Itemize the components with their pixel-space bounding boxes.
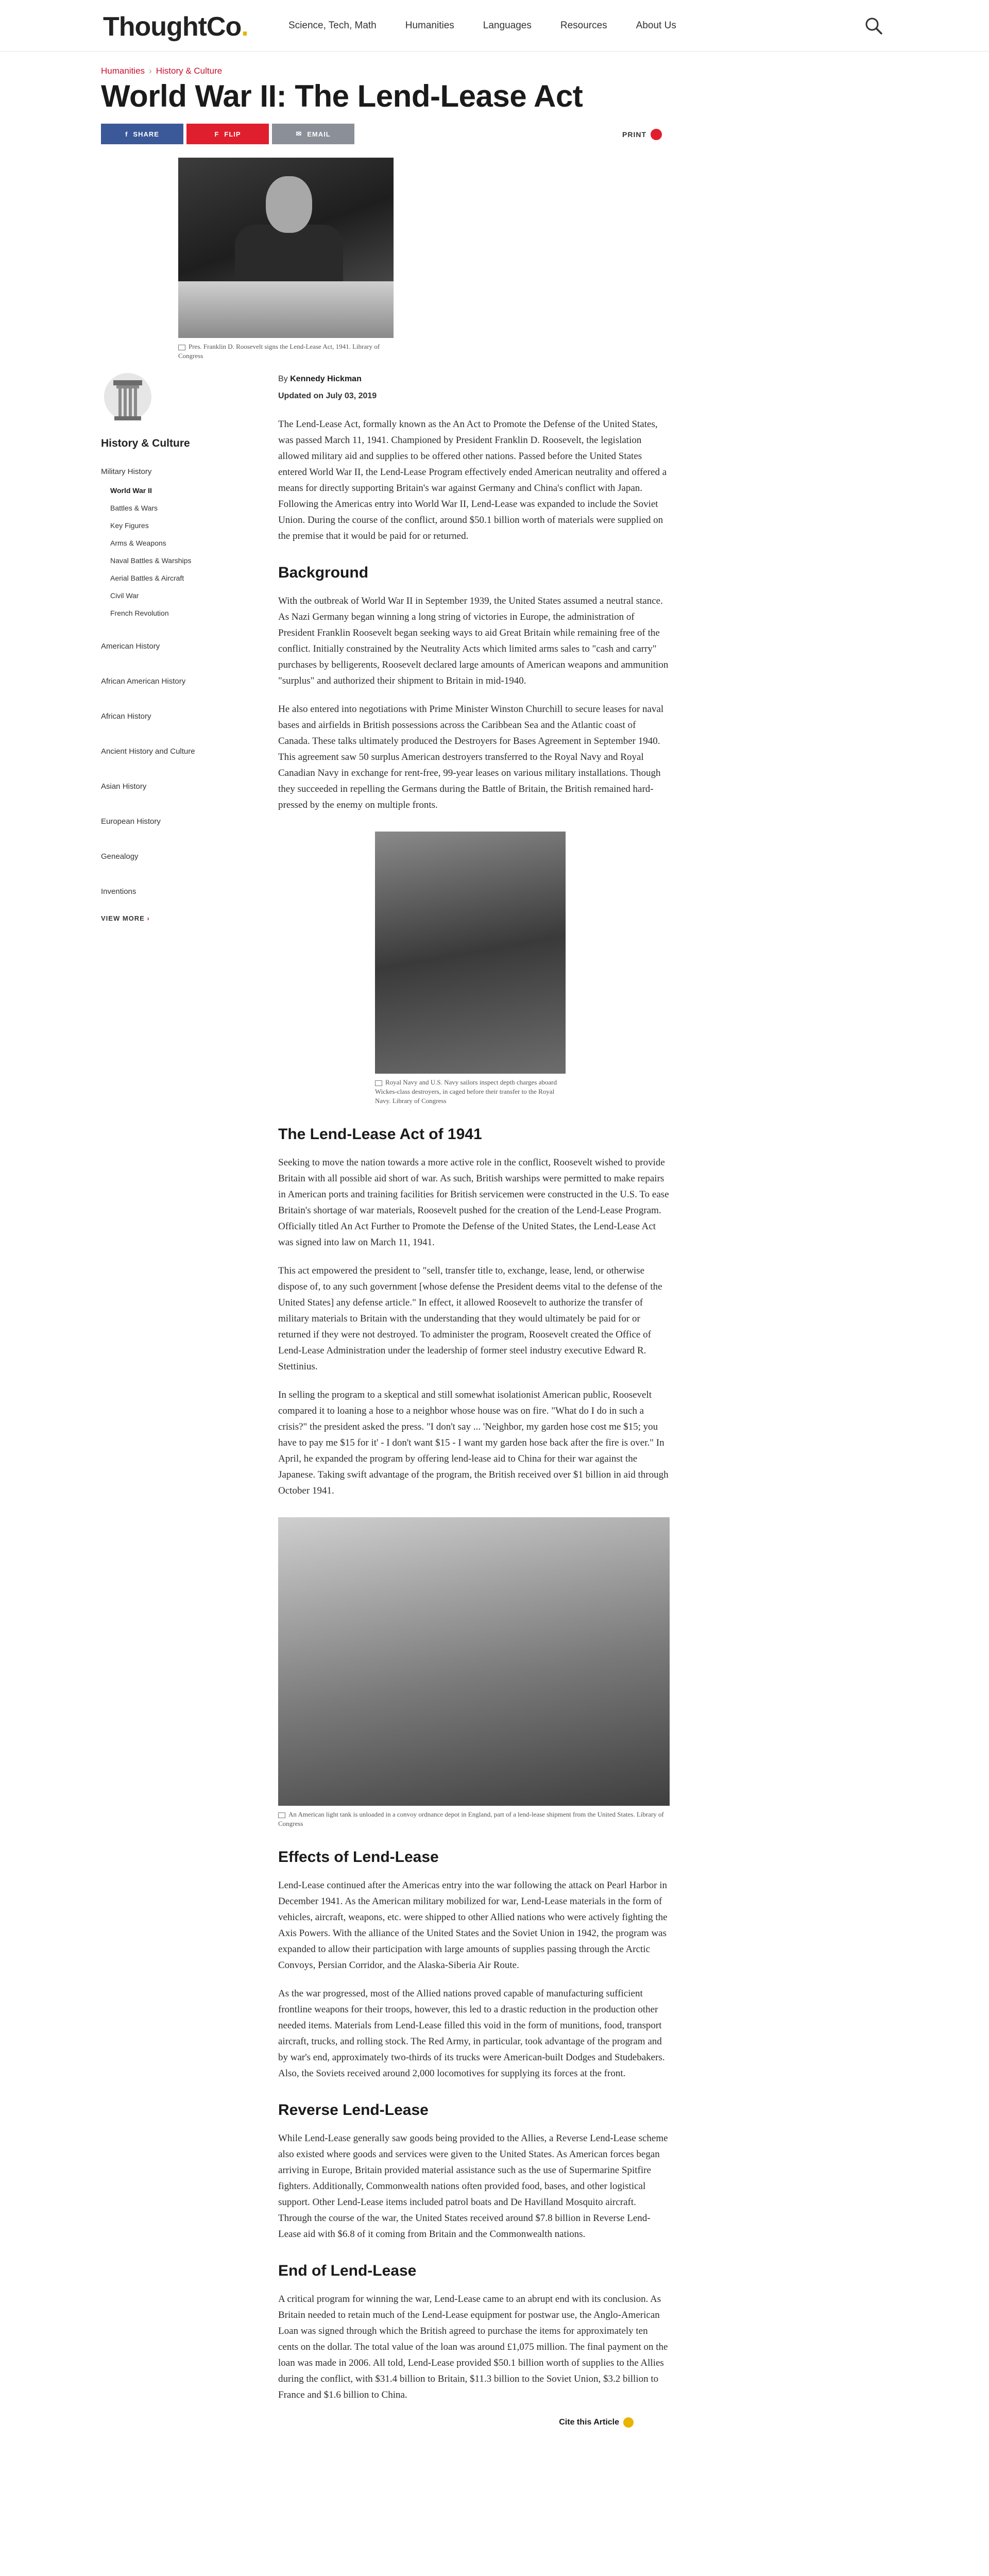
tank-photo[interactable] — [278, 1517, 670, 1806]
column-icon — [103, 371, 152, 428]
author-link[interactable]: Kennedy Hickman — [290, 375, 362, 383]
byline: By Kennedy Hickman — [278, 375, 362, 383]
sidebar-item[interactable]: African History — [101, 712, 151, 721]
camera-icon — [278, 1812, 285, 1818]
view-more-link[interactable]: VIEW MORE › — [101, 914, 150, 922]
print-label: PRINT — [622, 130, 646, 139]
article-paragraph: While Lend-Lease generally saw goods being provided to the Allies, a Reverse Lend-Lease scheme also existed where goods and services were given to the United States. As American forces began arriving in Europe, Britain provided material assistance such as the use of Supermarine Spitfire fighters. Additionally, Commonwealth nations often provided food, bases, and other logistical support. Other Lend-Lease items included patrol boats and De Havilland Mosquito aircraft. Through the course of the war, the United States received around $7.8 billion in Reverse Lend-Lease aid with $6.8 of it coming from Britain and the Commonwealth nations. — [278, 2133, 668, 2240]
search-icon[interactable] — [863, 15, 884, 36]
nav-item[interactable]: About Us — [636, 20, 676, 31]
intro-paragraph: The Lend-Lease Act, formally known as the An Act to Promote the Defense of the United States, was passed March 11, 1941. Championed by President Franklin D. Roosevelt, the legislation allowed military aid and supplies to be offered other nations. Passed before the United States entered World War II, the Lend-Lease Program effectively ended American neutrality and offered a means for directly supporting Britain's war against Germany and China's conflict with Japan. Following the Americas entry into World War II, Lend-Lease was expanded to include the Soviet Union. During the course of the conflict, around $50.1 billion worth of materials were supplied on the premise that it would be paid for or returned. — [278, 419, 667, 541]
email-label: EMAIL — [307, 130, 331, 138]
camera-icon — [375, 1080, 382, 1086]
print-icon — [651, 129, 662, 140]
breadcrumb-link[interactable]: History & Culture — [156, 66, 223, 76]
article-paragraph: In selling the program to a skeptical and still somewhat isolationist American public, Roosevelt compared it to loaning a hose to a neighbor whose house was on fire. "What do I do in such a crisis?" the president asked the press. "I don't say ... 'Neighbor, my garden hose cost me $15; you have to pay me $15 for it' - I don't want $15 - I want my garden hose back after the fire is over." In April, he expanded the program by offering lend-lease aid to China for their war against the Japanese. Taking swift advantage of the program, the British received over $1 billion in aid through October 1941. — [278, 1389, 669, 1496]
ship-photo[interactable] — [375, 832, 566, 1074]
ship-figure — [375, 832, 566, 1106]
main-nav — [288, 0, 676, 52]
breadcrumb-link[interactable]: Humanities — [101, 66, 145, 76]
ship-caption: Royal Navy and U.S. Navy sailors inspect depth charges aboard Wickes-class destroyers, in caged before their transfer to the Royal Navy. Library of Congress — [375, 1078, 557, 1105]
updated-date: Updated on July 03, 2019 — [278, 392, 377, 400]
hero-figure — [178, 158, 394, 361]
facebook-share-button[interactable] — [101, 124, 183, 144]
share-label: SHARE — [133, 130, 159, 138]
sidebar-item[interactable]: African American History — [101, 677, 186, 686]
hero-caption: Pres. Franklin D. Roosevelt signs the Lend-Lease Act, 1941. Library of Congress — [178, 343, 380, 360]
sidebar-item[interactable]: Key Figures — [110, 521, 149, 530]
breadcrumb-separator: › — [149, 66, 152, 76]
print-button[interactable] — [622, 129, 662, 140]
article-paragraph: He also entered into negotiations with Prime Minister Winston Churchill to secure leases for naval bases and airfields in British possessions across the Caribbean Sea and the Atlantic coast of Canada. These talks ultimately produced the Destroyers for Bases Agreement in September 1940. This agreement saw 50 surplus American destroyers transferred to the Royal Navy and Royal Canadian Navy in exchange for rent-free, 99-year leases on various military installations. Though they succeeded in repelling the Germans during the Battle of Britain, the British remained hard-pressed by the enemy on multiple fronts. — [278, 704, 664, 810]
nav-item[interactable]: Science, Tech, Math — [288, 20, 377, 31]
cite-article-link[interactable]: Cite this Article — [278, 2414, 670, 2430]
section-heading: Effects of Lend-Lease — [278, 1849, 439, 1866]
nav-item[interactable]: Resources — [560, 20, 607, 31]
tank-caption: An American light tank is unloaded in a convoy ordnance depot in England, part of a lend-lease shipment from the United States. Library of Congress — [278, 1810, 664, 1827]
sidebar-item[interactable]: Genealogy — [101, 852, 139, 861]
sidebar-item[interactable]: Inventions — [101, 887, 137, 896]
sidebar-list — [101, 462, 235, 902]
nav-item[interactable]: Languages — [483, 20, 532, 31]
sidebar-item[interactable]: Asian History — [101, 782, 147, 791]
site-header — [0, 0, 989, 52]
facebook-icon: f — [125, 130, 128, 138]
sidebar-item[interactable]: Battles & Wars — [110, 504, 158, 512]
section-heading: Background — [278, 564, 369, 581]
site-logo[interactable]: ThoughtCo. — [103, 12, 248, 42]
email-icon: ✉ — [296, 130, 302, 138]
sidebar-item[interactable]: Aerial Battles & Aircraft — [110, 574, 184, 582]
article-paragraph: This act empowered the president to "sell, transfer title to, exchange, lease, lend, or otherwise dispose of, to any such government [whose defense the President deems vital to the defense of the United States] any defense article." In effect, it allowed Roosevelt to authorize the transfer of military materials to Britain with the understanding that they would ultimately be paid for or returned if they were not destroyed. To administer the program, Roosevelt created the Office of Lend-Lease Administration under the leadership of former steel industry executive Edward R. Stettinius. — [278, 1265, 662, 1372]
flipboard-button[interactable] — [186, 124, 269, 144]
tank-figure — [278, 1517, 670, 1828]
camera-icon — [178, 345, 185, 350]
sidebar — [101, 371, 235, 922]
sidebar-heading[interactable]: History & Culture — [101, 437, 190, 449]
flip-label: FLIP — [224, 130, 241, 138]
article-paragraph: Seeking to move the nation towards a more active role in the conflict, Roosevelt wished to provide Britain with all possible aid short of war. As such, British warships were permitted to make repairs in American ports and training facilities for British servicemen were constructed in the U.S. To ease Britain's shortage of war materials, Roosevelt pushed for the creation of the Lend-Lease Program. Officially titled An Act Further to Promote the Defense of the United States, the Lend-Lease Act was signed into law on March 11, 1941. — [278, 1157, 669, 1248]
sidebar-item[interactable]: World War II — [110, 486, 152, 495]
hero-photo[interactable] — [178, 158, 394, 338]
flipboard-icon: F — [214, 130, 219, 138]
sidebar-item[interactable]: Ancient History and Culture — [101, 747, 195, 756]
article-paragraph: A critical program for winning the war, Lend-Lease came to an abrupt end with its conclusion. As Britain needed to retain much of the Lend-Lease equipment for postwar use, the Anglo-American Loan was signed through which the British agreed to purchase the items for approximately ten cents on the dollar. The total value of the loan was around £1,075 million. The final payment on the loan was made in 2006. All told, Lend-Lease provided $50.1 billion worth of supplies to the Allies during the conflict, with $31.4 billion to Britain, $11.3 billion to the Soviet Union, $3.2 billion to France and $1.6 billion to China. — [278, 2294, 668, 2400]
sidebar-item[interactable]: Military History — [101, 467, 152, 476]
article-paragraph: Lend-Lease continued after the Americas entry into the war following the attack on Pearl Harbor in December 1941. As the American military mobilized for war, Lend-Lease materials in the form of vehicles, aircraft, weapons, etc. were shipped to other Allied nations who were actively fighting the Axis Powers. With the alliance of the United States and the Soviet Union in 1942, the program was expanded to allow their participation with large amounts of supplies passing through the Arctic Convoys, Persian Corridor, and the Alaska-Siberia Air Route. — [278, 1880, 668, 1971]
chevron-right-icon: › — [147, 914, 150, 922]
sidebar-item[interactable]: European History — [101, 817, 161, 826]
email-button[interactable] — [272, 124, 354, 144]
section-heading: End of Lend-Lease — [278, 2262, 417, 2279]
quote-icon — [623, 2417, 634, 2428]
page-title: World War II: The Lend-Lease Act — [101, 79, 583, 113]
article-paragraph: As the war progressed, most of the Allied nations proved capable of manufacturing sufficient frontline weapons for their troops, however, this led to a drastic reduction in the production other needed items. Materials from Lend-Lease filled this void in the form of munitions, food, transport aircraft, trucks, and rolling stock. The Red Army, in particular, took advantage of the program and by war's end, approximately two-thirds of its trucks were American-built Dodges and Studebakers. Also, the Soviets received around 2,000 locomotives for supplying its forces at the front. — [278, 1988, 665, 2079]
share-row — [101, 124, 354, 144]
sidebar-item[interactable]: American History — [101, 642, 160, 651]
section-heading: The Lend-Lease Act of 1941 — [278, 1126, 482, 1143]
nav-item[interactable]: Humanities — [405, 20, 454, 31]
sidebar-item[interactable]: Naval Battles & Warships — [110, 556, 192, 565]
section-heading: Reverse Lend-Lease — [278, 2102, 429, 2119]
sidebar-item[interactable]: Civil War — [110, 591, 139, 600]
breadcrumb — [101, 66, 222, 76]
sidebar-item[interactable]: French Revolution — [110, 609, 169, 617]
article-paragraph: With the outbreak of World War II in September 1939, the United States assumed a neutral stance. As Nazi Germany began winning a long string of victories in Europe, the administration of President Franklin Roosevelt began seeking ways to aid Great Britain while remaining free of the conflict. Initially constrained by the Neutrality Acts which limited arms sales to "cash and carry" purchases by belligerents, Roosevelt declared large amounts of American weapons and ammunition "surplus" and authorized their shipment to Britain in mid-1940. — [278, 596, 669, 686]
article-body — [278, 371, 670, 2430]
sidebar-item[interactable]: Arms & Weapons — [110, 539, 166, 547]
